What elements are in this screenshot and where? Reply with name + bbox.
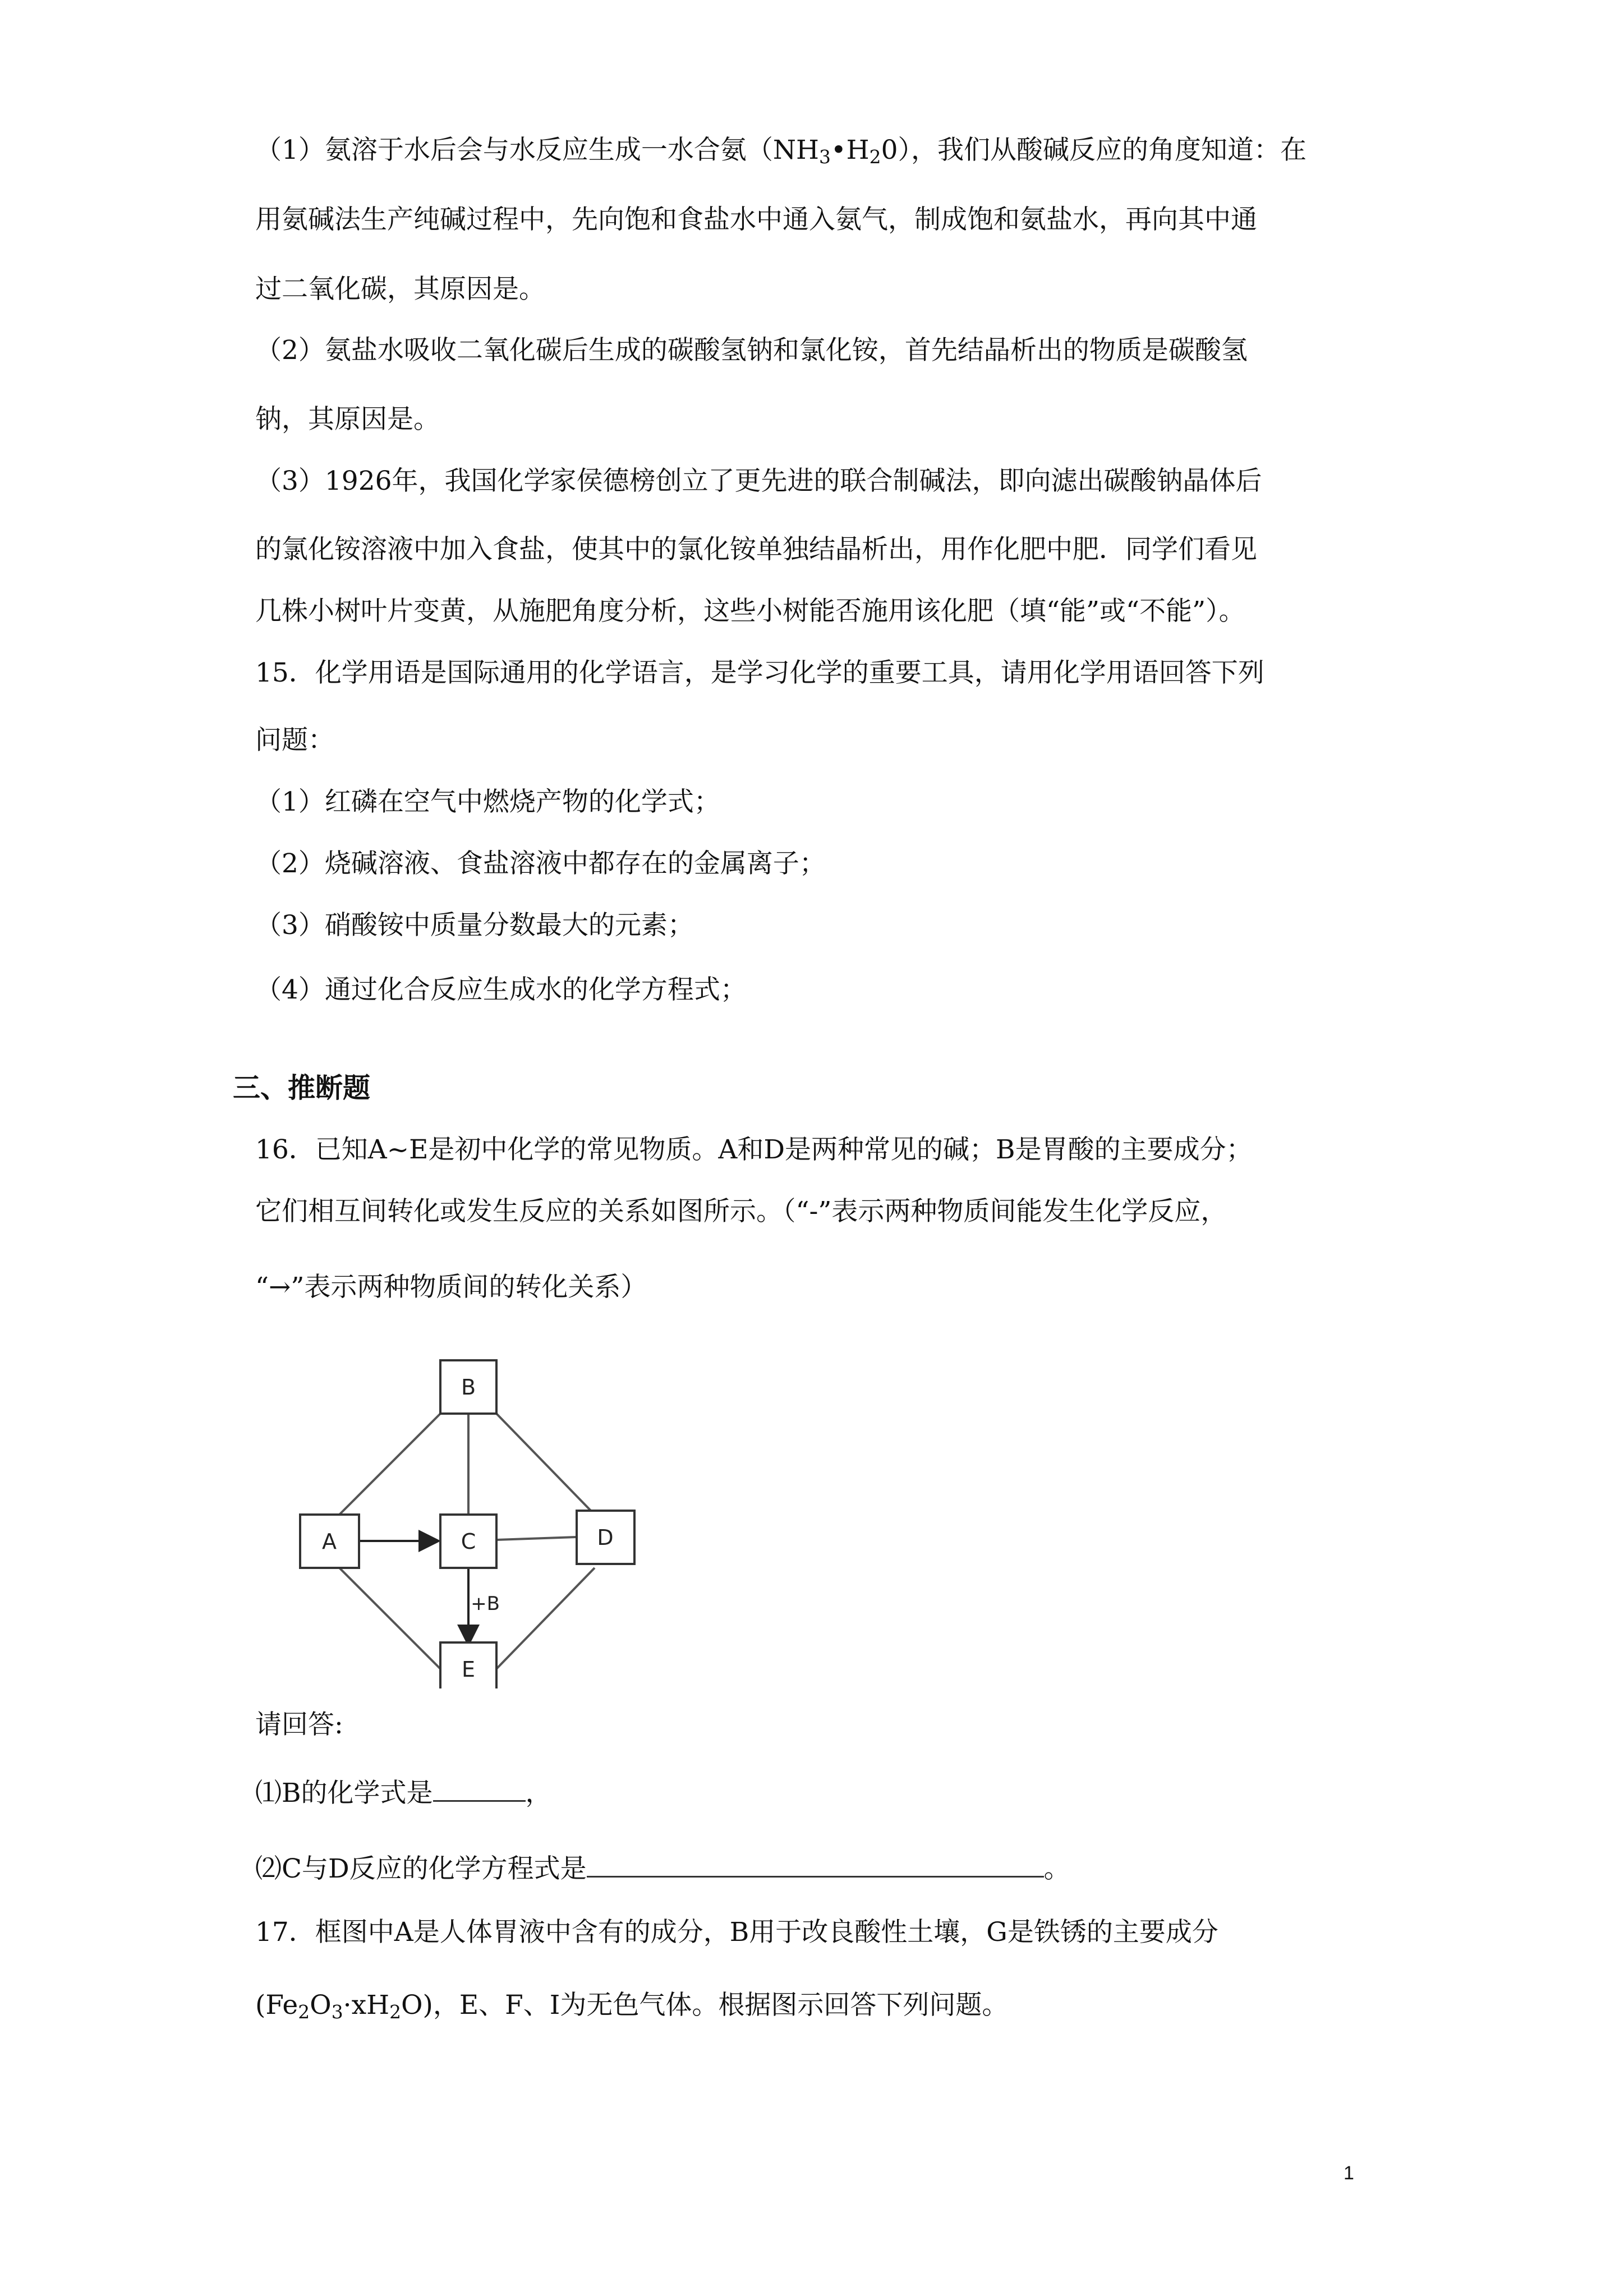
q14-p3-line2: 的氯化铵溶液中加入食盐，使其中的氯化铵单独结晶析出，用作化肥中肥．同学们看见: [255, 534, 1257, 565]
q15-item2: （2）烧碱溶液、食盐溶液中都存在的金属离子；: [255, 848, 826, 879]
edge-a-e: [339, 1568, 440, 1669]
q17-line2: $(Fe_2O_3\cdot xH_2O)$，E、F、I为无色气体。根据图示回答下列问题。: [255, 1990, 1009, 2023]
node-a-label: A: [322, 1529, 337, 1554]
node-e-label: E: [461, 1657, 476, 1682]
q17-line1: 17．框图中A是人体胃液中含有的成分，B用于改良酸性土壤，G是铁锈的主要成分: [255, 1917, 1218, 1948]
edge-label-plus-b: +B: [471, 1593, 500, 1615]
page-number: 1: [1344, 2162, 1354, 2184]
q14-p2-line1: （2）氨盐水吸收二氧化碳后生成的碳酸氢钠和氯化铵，首先结晶析出的物质是碳酸氢: [255, 335, 1248, 366]
q14-p1-line2: 用氨碱法生产纯碱过程中，先向饱和食盐水中通入氨气，制成饱和氨盐水，再向其中通: [255, 204, 1257, 235]
q14-p1-line1: （1）氨溶于水后会与水反应生成一水合氨$(NH_3•H_20)$，我们从酸碱反应的角度知道：在: [255, 135, 1307, 168]
node-c-label: C: [461, 1529, 476, 1554]
answer-blank-2[interactable]: [587, 1851, 1044, 1878]
section-heading: 三、推断题: [233, 1072, 371, 1104]
edge-b-d: [496, 1414, 595, 1515]
q16-line2: 它们相互间转化或发生反应的关系如图所示。（“-”表示两种物质间能发生化学反应，: [255, 1196, 1227, 1227]
edge-d-e: [496, 1568, 595, 1669]
node-d-label: D: [597, 1525, 614, 1550]
q16-answer1: ⑴B的化学式是 ，: [255, 1775, 552, 1810]
relationship-diagram: [289, 1352, 659, 1688]
q14-p3-line1: （3）1926年，我国化学家侯德榜创立了更先进的联合制碱法，即向滤出碳酸钠晶体后: [255, 466, 1262, 496]
edge-c-d: [496, 1537, 577, 1540]
q14-p2-line2: 钠，其原因是。: [255, 404, 440, 435]
q15-item4: （4）通过化合反应生成水的化学方程式；: [255, 974, 747, 1005]
q16-line1: 16．已知A~E是初中化学的常见物质。A和D是两种常见的碱；B是胃酸的主要成分；: [255, 1134, 1253, 1165]
q16-answer2: ⑵C与D反应的化学方程式是 。: [255, 1851, 1070, 1886]
q15-item3: （3）硝酸铵中质量分数最大的元素；: [255, 910, 694, 941]
q15-line1: 15．化学用语是国际通用的化学语言，是学习化学的重要工具，请用化学用语回答下列: [255, 657, 1264, 688]
q16-prompt: 请回答:: [255, 1709, 343, 1740]
answer-blank-1[interactable]: [433, 1775, 526, 1802]
edge-a-b: [339, 1414, 440, 1515]
q16-line3: “→”表示两种物质间的转化关系）: [255, 1272, 647, 1303]
node-b-label: B: [461, 1375, 476, 1400]
q14-p1-line3: 过二氧化碳，其原因是。: [255, 274, 545, 305]
q15-line2: 问题：: [255, 725, 334, 756]
q15-item1: （1）红磷在空气中燃烧产物的化学式；: [255, 786, 720, 817]
q14-p3-line3: 几株小树叶片变黄，从施肥角度分析，这些小树能否施用该化肥（填“能”或“不能”）。: [255, 596, 1245, 627]
